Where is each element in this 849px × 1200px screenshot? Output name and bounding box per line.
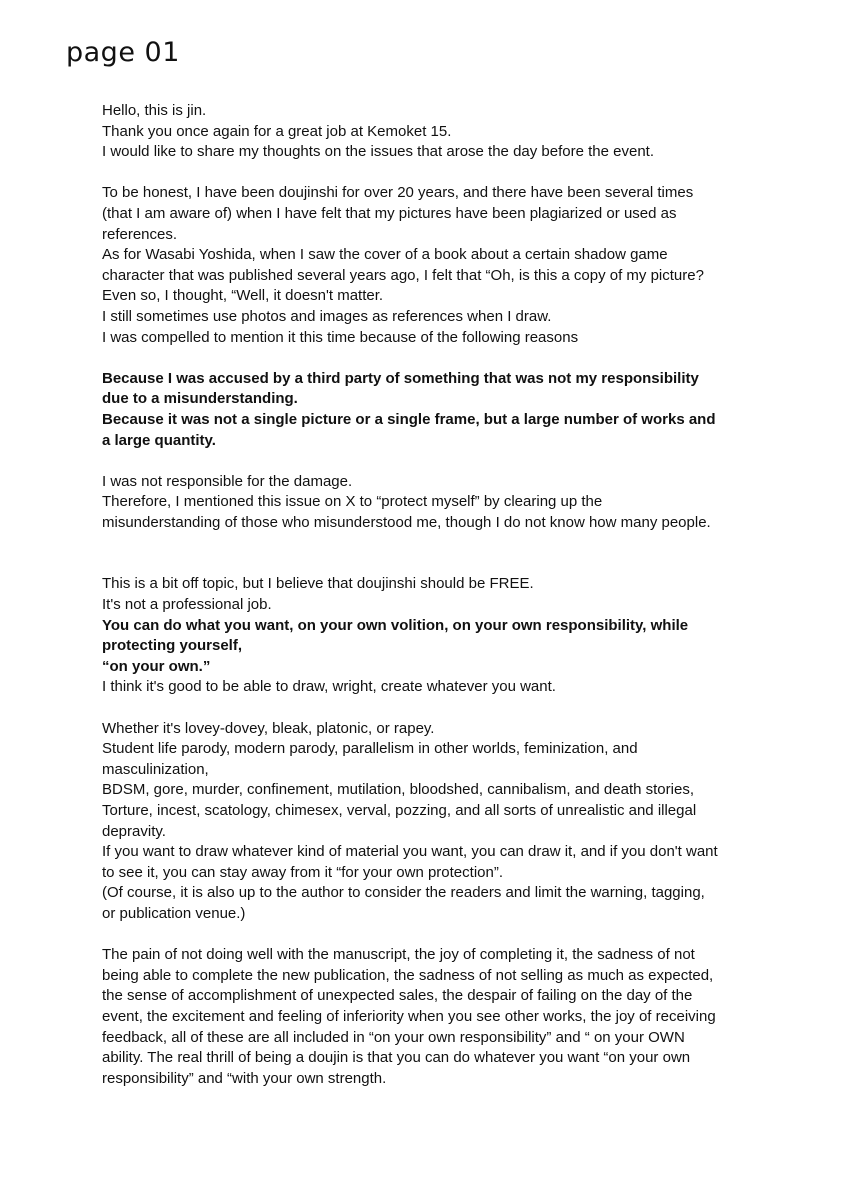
paragraph-responsibility: [102, 472, 752, 534]
text-line: Hello, this is jin.: [102, 102, 207, 119]
text-line: I would like to share my thoughts on the issues that arose the day before the event.: [102, 143, 654, 161]
paragraph-greeting: [102, 101, 752, 163]
text-line: ability. The real thrill of being a doujin is that you can do whatever you want “on your own: [102, 1049, 691, 1067]
text-line-bold: a large quantity.: [102, 431, 216, 449]
text-line: If you want to draw whatever kind of material you want, you can draw it, and if you don't want: [102, 843, 718, 861]
text-line: This is a bit off topic, but I believe that doujinshi should be FREE.: [102, 575, 534, 593]
text-line-bold: protecting yourself,: [102, 637, 243, 655]
text-line: I was not responsible for the damage.: [102, 472, 353, 490]
text-line: event, the excitement and feeling of inferiority when you see other works, the joy of receiving: [102, 1007, 716, 1025]
text-line: I was compelled to mention it this time because of the following reasons: [102, 328, 579, 346]
text-line: As for Wasabi Yoshida, when I saw the cover of a book about a certain shadow game: [102, 246, 668, 264]
text-line-bold: due to a misunderstanding.: [102, 390, 298, 408]
text-line: responsibility” and “with your own strength.: [102, 1069, 387, 1087]
text-line: Torture, incest, scatology, chimesex, verval, pozzing, and all sorts of unrealistic and illegal: [102, 802, 697, 819]
text-line: It's not a professional job.: [102, 596, 272, 614]
text-line: Thank you once again for a great job at Kemoket 15.: [102, 122, 452, 140]
text-line: BDSM, gore, murder, confinement, mutilation, bloodshed, cannibalism, and death stories,: [102, 781, 694, 799]
text-line: misunderstanding of those who misunderstood me, though I do not know how many people.: [102, 513, 711, 531]
text-line: (Of course, it is also up to the author to consider the readers and limit the warning, tagging,: [102, 884, 705, 902]
paragraph-freedom: [102, 574, 752, 698]
paragraph-reasons: [102, 369, 752, 451]
text-line: (that I am aware of) when I have felt that my pictures have been plagiarized or used as: [102, 204, 677, 222]
paragraph-background: [102, 183, 752, 348]
text-line: Student life parody, modern parody, parallelism in other worlds, feminization, and: [102, 740, 638, 758]
text-line-bold: Because I was accused by a third party of something that was not my responsibility: [102, 369, 699, 387]
text-line: the sense of accomplishment of unexpected sales, the despair of failing on the day of the: [102, 987, 693, 1005]
text-line: To be honest, I have been doujinshi for over 20 years, and there have been several times: [102, 184, 694, 202]
text-line: Whether it's lovey-dovey, bleak, platonic, or rapey.: [102, 719, 435, 737]
text-line: I think it's good to be able to draw, wright, create whatever you want.: [102, 678, 556, 696]
text-line: references.: [102, 225, 178, 243]
text-line-bold: You can do what you want, on your own volition, on your own responsibility, while: [102, 616, 689, 634]
text-line: feedback, all of these are all included in “on your own responsibility” and “ on your OWN: [102, 1028, 685, 1046]
page-title: page 01: [66, 37, 180, 68]
text-line-bold: “on your own.”: [102, 657, 211, 675]
text-line: The pain of not doing well with the manuscript, the joy of completing it, the sadness of not: [102, 946, 695, 964]
text-line: masculinization,: [102, 760, 209, 778]
text-line-bold: Because it was not a single picture or a single frame, but a large number of works and: [102, 410, 716, 428]
text-line: being able to complete the new publication, the sadness of not selling as much as expected,: [102, 966, 714, 984]
text-line: I still sometimes use photos and images as references when I draw.: [102, 307, 552, 325]
text-line: Therefore, I mentioned this issue on X to “protect myself” by clearing up the: [102, 493, 603, 511]
document-body: [102, 101, 752, 1089]
text-line: depravity.: [102, 822, 166, 840]
paragraph-thrill: [102, 945, 752, 1089]
text-line: or publication venue.): [102, 904, 246, 922]
paragraph-genres: [102, 719, 752, 925]
text-line: to see it, you can stay away from it “for your own protection”.: [102, 863, 504, 881]
text-line: Even so, I thought, “Well, it doesn't matter.: [102, 287, 384, 305]
text-line: character that was published several years ago, I felt that “Oh, is this a copy of my picture?: [102, 266, 704, 284]
